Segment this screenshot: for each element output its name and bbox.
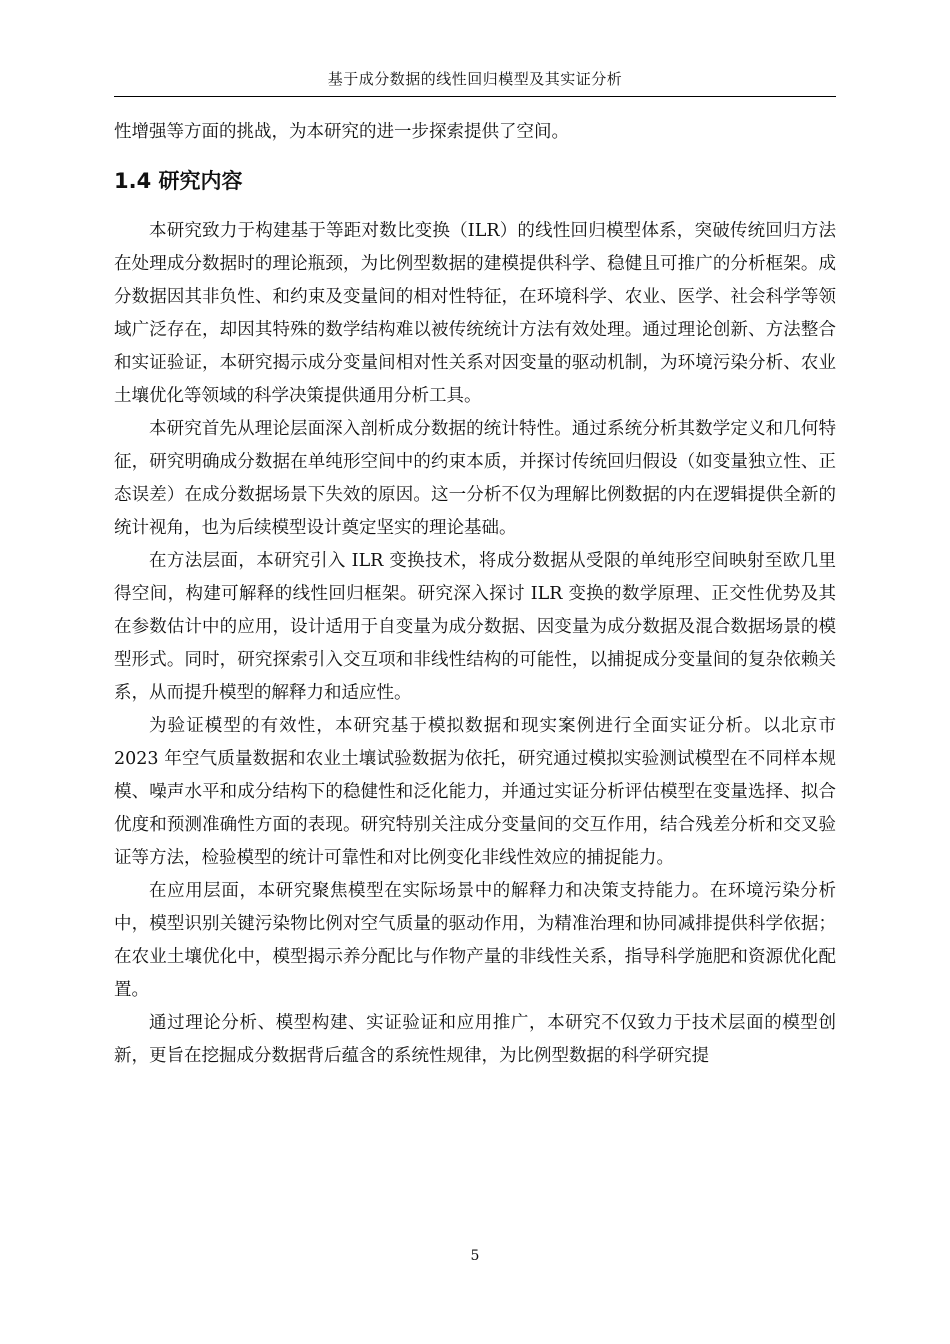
body-paragraph: 本研究首先从理论层面深入剖析成分数据的统计特性。通过系统分析其数学定义和几何特征，研究明确成分数据在单纯形空间中的约束本质，并探讨传统回归假设（如变量独立性、正态误差）在成分数据场景下失效的原因。这一分析不仅为理解比例数据的内在逻辑提供全新的统计视角，也为后续模型设计奠定坚实的理论基础。 bbox=[114, 419, 836, 538]
page-body bbox=[114, 116, 836, 1073]
body-paragraph: 在方法层面，本研究引入 ILR 变换技术，将成分数据从受限的单纯形空间映射至欧几里得空间，构建可解释的线性回归框架。研究深入探讨 ILR 变换的数学原理、正交性优势及其在参数估计中的应用，设计适用于自变量为成分数据、因变量为成分数据及混合数据场景的模型形式。同时，研究探索引入交互项和非线性结构的可能性，以捕捉成分变量间的复杂依赖关系，从而提升模型的解释力和适应性。 bbox=[114, 551, 836, 703]
running-header-title: 基于成分数据的线性回归模型及其实证分析 bbox=[327, 70, 623, 88]
body-paragraph: 在应用层面，本研究聚焦模型在实际场景中的解释力和决策支持能力。在环境污染分析中，模型识别关键污染物比例对空气质量的驱动作用，为精准治理和协同减排提供科学依据；在农业土壤优化中，模型揭示养分配比与作物产量的非线性关系，指导科学施肥和资源优化配置。 bbox=[114, 881, 836, 1000]
body-paragraph: 为验证模型的有效性，本研究基于模拟数据和现实案例进行全面实证分析。以北京市 2023 年空气质量数据和农业土壤试验数据为依托，研究通过模拟实验测试模型在不同样本规模、噪声水平和成分结构下的稳健性和泛化能力，并通过实证分析评估模型在变量选择、拟合优度和预测准确性方面的表现。研究特别关注成分变量间的交互作用，结合残差分析和交叉验证等方法，检验模型的统计可靠性和对比例变化非线性效应的捕捉能力。 bbox=[114, 716, 836, 868]
body-paragraph: 通过理论分析、模型构建、实证验证和应用推广，本研究不仅致力于技术层面的模型创新，更旨在挖掘成分数据背后蕴含的系统性规律，为比例型数据的科学研究提 bbox=[114, 1013, 836, 1066]
body-paragraph: 本研究致力于构建基于等距对数比变换（ILR）的线性回归模型体系，突破传统回归方法在处理成分数据时的理论瓶颈，为比例型数据的建模提供科学、稳健且可推广的分析框架。成分数据因其非负性、和约束及变量间的相对性特征，在环境科学、农业、医学、社会科学等领域广泛存在，却因其特殊的数学结构难以被传统统计方法有效处理。通过理论创新、方法整合和实证验证，本研究揭示成分变量间相对性关系对因变量的驱动机制，为环境污染分析、农业土壤优化等领域的科学决策提供通用分析工具。 bbox=[114, 221, 836, 406]
page-number: 5 bbox=[470, 1248, 480, 1264]
header-divider bbox=[114, 96, 836, 97]
continued-paragraph: 性增强等方面的挑战，为本研究的进一步探索提供了空间。 bbox=[114, 122, 569, 142]
section-heading: 1.4 研究内容 bbox=[114, 169, 243, 193]
